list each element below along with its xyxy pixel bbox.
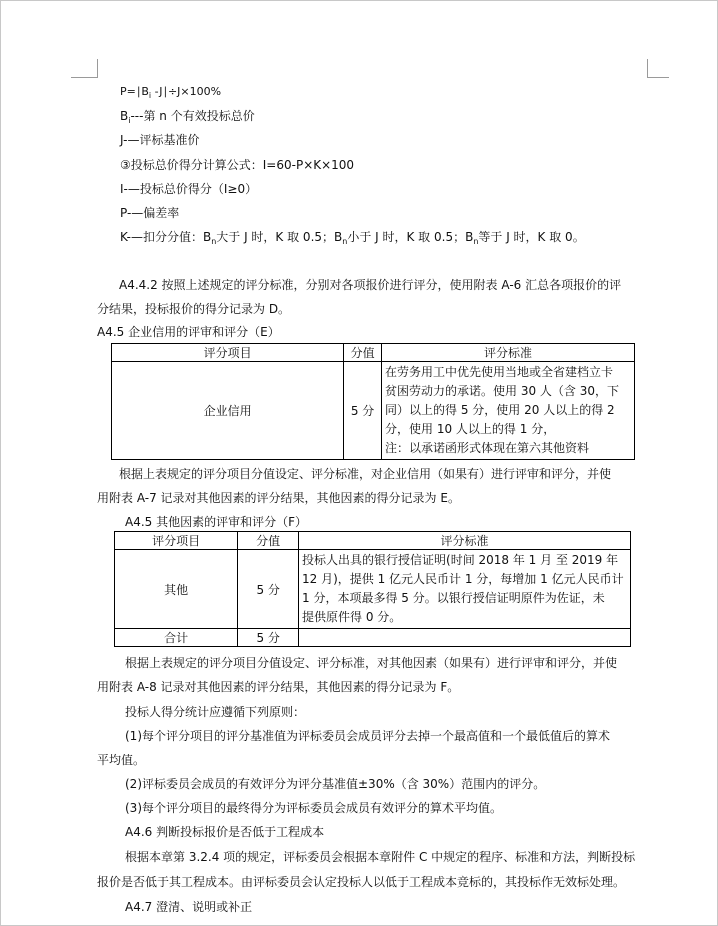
total-label: 合计 <box>115 629 238 647</box>
credit-header-criteria: 评分标准 <box>382 344 635 362</box>
principle-2: (2)评标委员会成员的有效评分为评分基准值±30%（含 30%）范围内的评分。 <box>125 777 546 791</box>
a442-line2: 分结果，投标报价的得分记录为 D。 <box>97 302 291 316</box>
other-criteria: 投标人出具的银行授信证明(时间 2018 年 1 月 至 2019 年 12 月)，提供 1 亿元人民币计 1 分，每增加 1 亿元人民币计 1 分，本项最多得 5 分。以银行授信证明原件为佐证，未 提供原件得 0 分。 <box>299 550 631 629</box>
p-formula: $P=∣B_i$ -J∣÷J×100% <box>120 85 222 100</box>
principle-1-line2: 平均值。 <box>97 753 146 767</box>
a46-title: A4.6 判断投标报价是否低于工程成本 <box>125 825 325 839</box>
credit-section-title: A4.5 企业信用的评审和评分（E） <box>97 325 280 339</box>
a46-line2: 报价是否低于其工程成本。由评标委员会认定投标人以低于工程成本竞标的，其投标作无效标处理。 <box>97 875 626 889</box>
principle-3: (3)每个评分项目的最终得分为评标委员会成员有效评分的算术平均值。 <box>125 801 503 815</box>
credit-score-table <box>111 343 635 460</box>
other-note-line2: 用附表 A-8 记录对其他因素的评分结果，其他因素的得分记录为 F。 <box>97 680 460 694</box>
other-item: 其他 <box>115 550 238 629</box>
i-definition: Ⅰ-—投标总价得分（Ⅰ≥0） <box>120 182 258 196</box>
score-formula: ③投标总价得分计算公式：Ⅰ=60-P×K×100 <box>120 158 355 172</box>
other-header-item: 评分项目 <box>115 532 238 550</box>
other-header-score: 分值 <box>238 532 299 550</box>
j-definition: J-—评标基准价 <box>120 133 200 147</box>
a442-line1: A4.4.2 按照上述规定的评分标准，分别对各项报价进行评分，使用附表 A-6 汇总各项报价的评 <box>119 278 622 292</box>
credit-score: 5 分 <box>344 362 382 460</box>
credit-note-line2: 用附表 A-7 记录对其他因素的评分结果，其他因素的得分记录为 E。 <box>97 491 460 505</box>
p-definition: P-—偏差率 <box>120 206 180 220</box>
principles-intro: 投标人得分统计应遵循下列原则： <box>125 705 306 719</box>
credit-header-item: 评分项目 <box>112 344 344 362</box>
other-header-criteria: 评分标准 <box>299 532 631 550</box>
other-note-line1: 根据上表规定的评分项目分值设定、评分标准，对其他因素（如果有）进行评审和评分，并使 <box>125 656 618 670</box>
credit-item: 企业信用 <box>112 362 344 460</box>
credit-criteria: 在劳务用工中优先使用当地或全省建档立卡 贫困劳动力的承诺。使用 30 人（含 30，下 同）以上的得 5 分，使用 20 人以上的得 2 分，使用 10 人以上的得 1 分， 注：以承诺函形式体现在第六其他资料 <box>382 362 635 460</box>
principle-1-line1: (1)每个评分项目的评分基准值为评标委员会成员评分去掉一个最高值和一个最低值后的算术 <box>125 729 611 743</box>
credit-header-score: 分值 <box>344 344 382 362</box>
total-criteria-empty <box>299 629 631 647</box>
bi-definition: $B_i---$第 n 个有效投标总价 <box>120 109 255 125</box>
other-section-title: A4.5 其他因素的评审和评分（F） <box>125 515 308 529</box>
credit-note-line1: 根据上表规定的评分项目分值设定、评分标准，对企业信用（如果有）进行评审和评分，并使 <box>119 467 612 481</box>
a46-line1: 根据本章第 3.2.4 项的规定，评标委员会根据本章附件 C 中规定的程序、标准和方法，判断投标 <box>125 850 636 864</box>
other-score: 5 分 <box>238 550 299 629</box>
a47-title: A4.7 澄清、说明或补正 <box>125 900 253 914</box>
other-score-table <box>114 531 631 647</box>
total-score: 5 分 <box>238 629 299 647</box>
k-definition: K-—扣分分值：$B_n$大于 J 时，K 取 0.5；$B_n$小于 J 时，K 取 0.5；$B_n$等于 J 时，K 取 0。 <box>120 230 585 246</box>
